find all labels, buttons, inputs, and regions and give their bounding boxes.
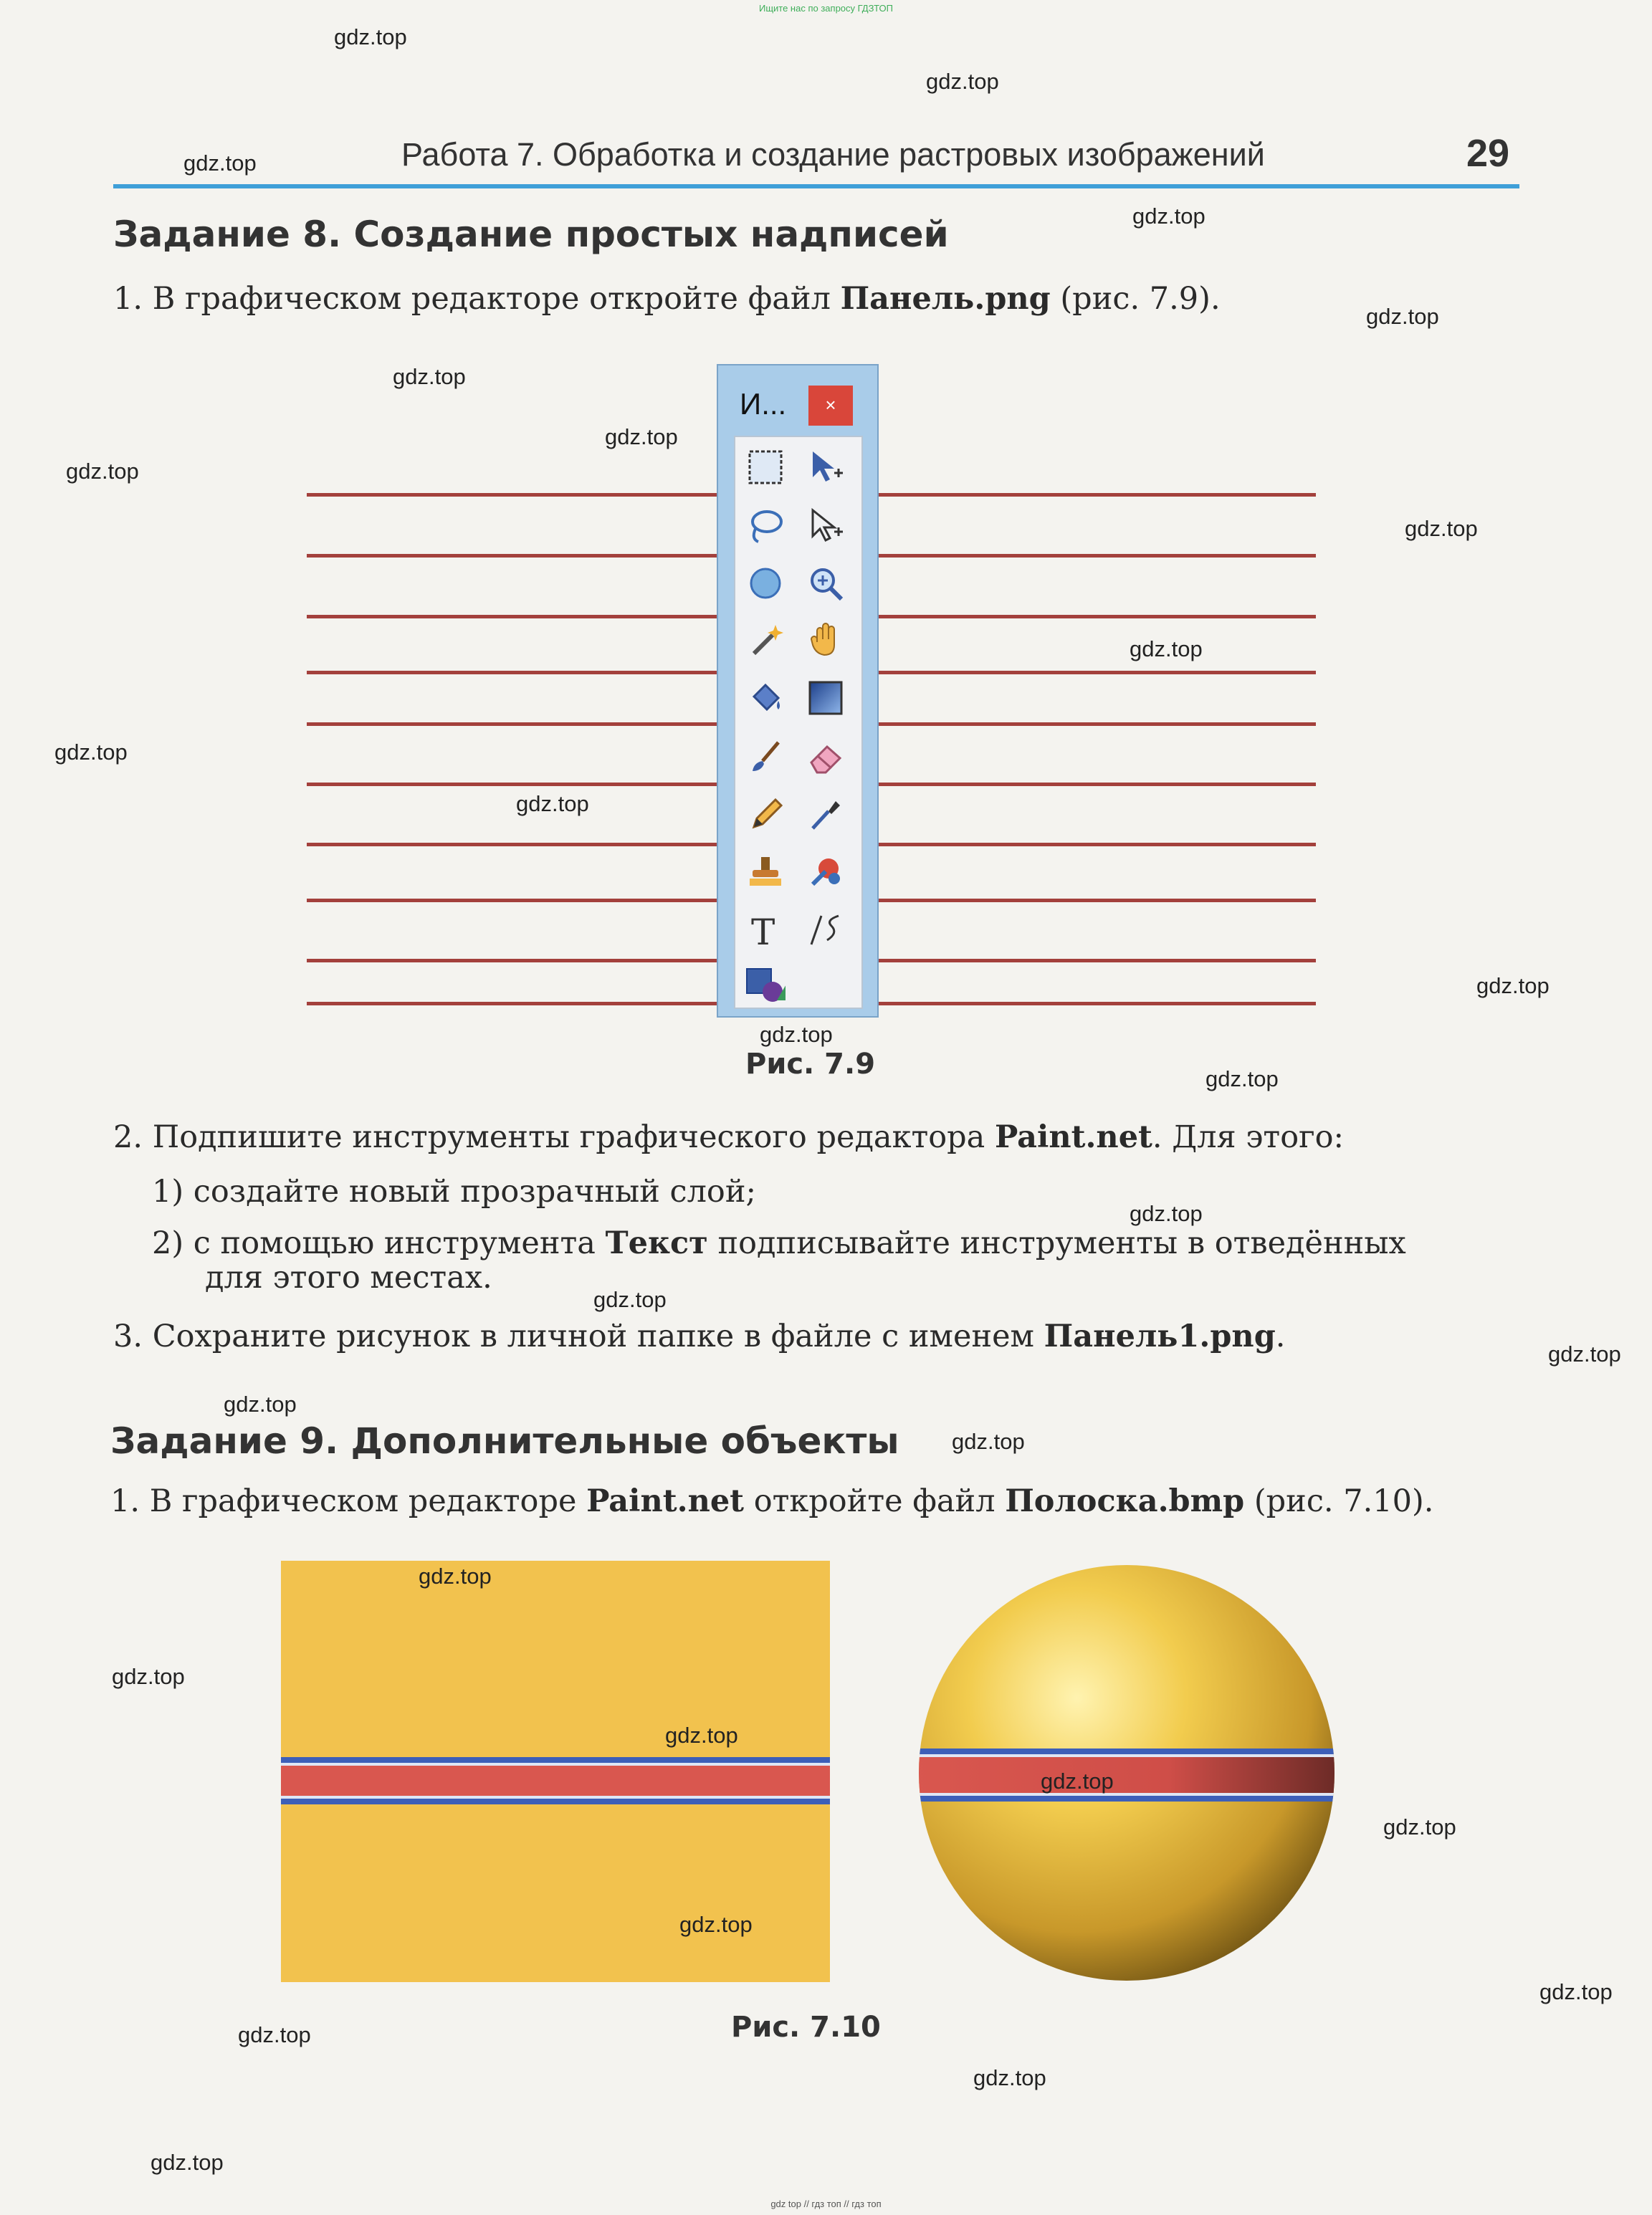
task9-step1-mid: откройте файл: [744, 1483, 1006, 1519]
task8-step3-suffix: .: [1275, 1319, 1286, 1354]
watermark: gdz.top: [393, 364, 466, 389]
watermark: gdz.top: [1539, 1979, 1613, 2004]
bottom-note: gdz top // гдз топ // гдз топ: [770, 2199, 882, 2209]
watermark: gdz.top: [665, 1723, 738, 1748]
task8-step2: [113, 1119, 1344, 1155]
task8-step2-suffix: . Для этого:: [1152, 1119, 1344, 1155]
watermark: gdz.top: [593, 1287, 667, 1312]
running-title: Работа 7. Обработка и создание растровых изображений: [401, 136, 1265, 173]
watermark: gdz.top: [1366, 304, 1439, 329]
watermark: gdz.top: [334, 24, 407, 49]
figure-7-9-caption: Рис. 7.9: [745, 1048, 876, 1081]
task8-step3: [113, 1319, 1285, 1354]
task8-step2-text: 2. Подпишите инструменты графического редактора: [113, 1119, 995, 1155]
task8-sub2-suffix: подписывайте инструменты в отведённых: [707, 1225, 1406, 1261]
watermark: gdz.top: [926, 69, 999, 94]
clone-stamp-icon[interactable]: [745, 851, 786, 891]
paintbrush-icon[interactable]: [745, 737, 786, 777]
text-tool-icon[interactable]: [745, 910, 786, 950]
magic-wand-icon[interactable]: [745, 619, 786, 659]
task8-sub2: [152, 1225, 1406, 1261]
watermark: gdz.top: [973, 2065, 1046, 2090]
watermark: gdz.top: [1548, 1341, 1621, 1367]
line-curve-icon[interactable]: [806, 910, 846, 950]
watermark: gdz.top: [1383, 1814, 1456, 1840]
task9-step1-file: Полоска.bmp: [1005, 1483, 1245, 1519]
pan-hand-icon[interactable]: [806, 619, 846, 659]
watermark: gdz.top: [54, 740, 128, 765]
watermark: gdz.top: [419, 1564, 492, 1589]
task8-sub2-text: 2) с помощью инструмента: [152, 1225, 606, 1261]
pencil-icon[interactable]: [745, 794, 786, 834]
watermark: gdz.top: [679, 1912, 753, 1937]
watermark: gdz.top: [1132, 204, 1205, 229]
task8-sub2-line2: для этого местах.: [205, 1260, 492, 1296]
watermark: gdz.top: [1405, 516, 1478, 541]
top-note: Ищите нас по запросу ГДЗТОП: [758, 3, 893, 14]
watermark: gdz.top: [952, 1429, 1025, 1454]
shapes-icon[interactable]: [745, 965, 786, 1005]
task8-step1-file: Панель.png: [840, 281, 1051, 317]
watermark: gdz.top: [1041, 1769, 1114, 1794]
close-icon[interactable]: ×: [808, 386, 853, 426]
rectangle-select-icon[interactable]: [745, 447, 786, 487]
striped-sphere-image: [910, 1561, 1340, 1984]
watermark: gdz.top: [1130, 1201, 1203, 1226]
task9-step1: [110, 1483, 1433, 1519]
watermark: gdz.top: [516, 791, 589, 816]
ellipse-select-icon[interactable]: [745, 563, 786, 603]
figure-7-10-caption: Рис. 7.10: [731, 2011, 881, 2044]
task8-step1-text: 1. В графическом редакторе откройте файл: [113, 281, 841, 317]
watermark: gdz.top: [151, 2150, 224, 2175]
watermark: gdz.top: [605, 424, 678, 449]
task8-sub1: 1) создайте новый прозрачный слой;: [152, 1174, 756, 1210]
watermark: gdz.top: [66, 459, 139, 484]
task9-step1-text: 1. В графическом редакторе: [110, 1483, 587, 1519]
task8-heading: Задание 8. Создание простых надписей: [113, 214, 949, 255]
header-rule: [113, 184, 1519, 188]
color-picker-icon[interactable]: [806, 794, 846, 834]
lasso-select-icon[interactable]: [745, 506, 786, 546]
page-number: 29: [1466, 132, 1510, 175]
task8-sub2-tool: Текст: [605, 1225, 708, 1261]
task9-step1-app: Paint.net: [586, 1483, 745, 1519]
task9-heading: Задание 9. Дополнительные объекты: [110, 1420, 899, 1462]
tools-panel-title: И...: [740, 387, 787, 421]
gradient-icon[interactable]: [806, 678, 846, 718]
eraser-icon[interactable]: [806, 737, 846, 777]
watermark: gdz.top: [1130, 636, 1203, 661]
watermark: gdz.top: [112, 1664, 185, 1689]
watermark: gdz.top: [1476, 973, 1550, 998]
zoom-icon[interactable]: [806, 563, 846, 603]
task8-step1: [113, 281, 1221, 317]
watermark: gdz.top: [238, 2022, 311, 2047]
task9-step1-suffix: (рис. 7.10).: [1244, 1483, 1434, 1519]
svg-text:T: T: [751, 912, 775, 949]
task8-step1-suffix: (рис. 7.9).: [1050, 281, 1221, 317]
paint-bucket-icon[interactable]: [745, 678, 786, 718]
watermark: gdz.top: [183, 150, 257, 176]
task8-step3-text: 3. Сохраните рисунок в личной папке в файле с именем: [113, 1319, 1044, 1354]
task8-step3-file: Панель1.png: [1044, 1319, 1276, 1354]
watermark: gdz.top: [760, 1022, 833, 1047]
recolor-icon[interactable]: [806, 851, 846, 891]
task8-step2-app: Paint.net: [994, 1119, 1152, 1155]
watermark: gdz.top: [224, 1392, 297, 1417]
tools-panel[interactable]: [717, 364, 879, 1018]
watermark: gdz.top: [1205, 1066, 1279, 1091]
move-selection-icon[interactable]: [806, 447, 846, 487]
tools-grid: [734, 436, 863, 1009]
move-selected-icon[interactable]: [806, 506, 846, 546]
